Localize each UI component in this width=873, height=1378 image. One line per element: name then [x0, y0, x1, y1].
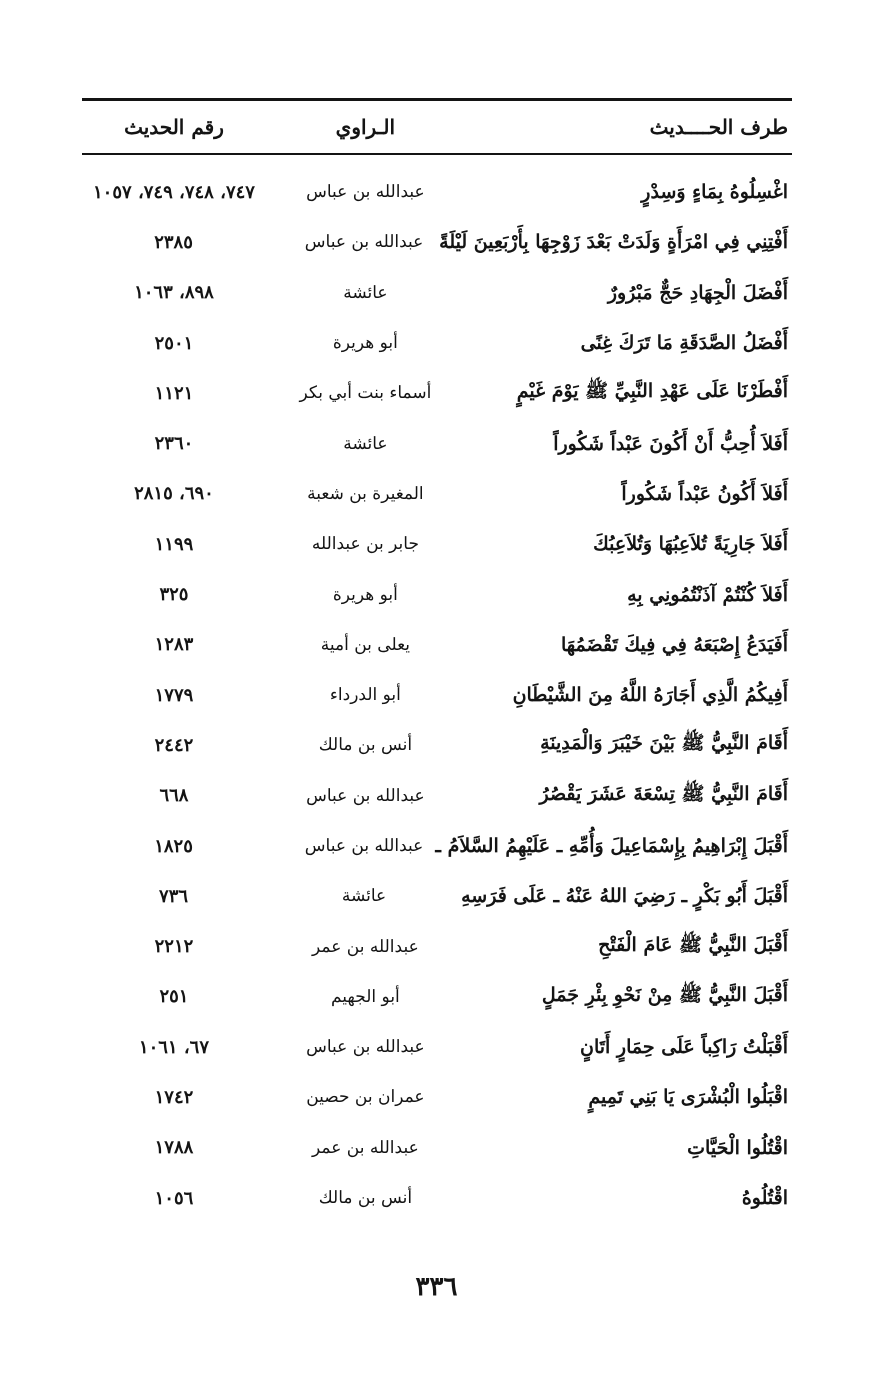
narrator-name: أبو هريرة [332, 584, 398, 605]
narrator-name: أنس بن مالك [318, 1188, 413, 1209]
narrator-name: أسماء بنت أبي بكر [299, 383, 432, 404]
hadith-text: أَفَلاَ أُحِبُّ أَنْ أَكُونَ عَبْداً شَكُوراً [553, 432, 788, 455]
narrator-name: عبدالله بن عباس [304, 836, 424, 856]
narrator-name: عبدالله بن عباس [306, 1037, 425, 1058]
narrator-name: عبدالله بن عباس [306, 182, 425, 203]
narrator-name: عمران بن حصين [306, 1087, 425, 1108]
hadith-text: أَقْبَلْتُ رَاكِباً عَلَى حِمَارٍ أَتَانٍ [580, 1036, 788, 1059]
table-row [82, 368, 792, 418]
hadith-number: ١٧٧٩ [154, 684, 194, 706]
table-row [82, 569, 792, 619]
narrator-name: عبدالله بن عباس [304, 232, 424, 253]
hadith-number: ٧٤٧، ٧٤٨، ٧٤٩، ١٠٥٧ [93, 181, 255, 203]
hadith-number: ١٠٥٦ [154, 1187, 194, 1209]
table-row [82, 821, 792, 871]
hadith-number: ٦٧، ١٠٦١ [138, 1036, 210, 1058]
hadith-text: أَفِيكُمُ الَّذِي أَجَارَهُ اللَّهُ مِنَ الشَّيْطَانِ [512, 684, 788, 707]
table-row [82, 519, 792, 569]
narrator-name: يعلى بن أمية [320, 634, 411, 655]
hadith-number: ١٨٢٥ [154, 835, 193, 857]
table-row [82, 620, 792, 670]
table-row [82, 1072, 792, 1122]
narrator-name: المغيرة بن شعبة [307, 483, 424, 504]
hadith-text: اقْبَلُوا الْبُشْرَى يَا بَنِي تَمِيمٍ [588, 1086, 788, 1109]
table-row [82, 670, 792, 720]
hadith-text: أَفَلاَ أَكُونُ عَبْداً شَكُوراً [621, 482, 788, 505]
hadith-number: ٦٦٨ [159, 785, 189, 807]
table-row [82, 771, 792, 821]
narrator-name: عبدالله بن عباس [306, 785, 425, 806]
table-row [82, 921, 792, 971]
narrator-name: عائشة [341, 886, 387, 907]
hadith-text: أَقْبَلَ إِبْرَاهِيمُ بِإِسْمَاعِيلَ وَأُمِّهِ ـ عَلَيْهِمُ السَّلاَمُ ـ [435, 835, 788, 857]
table-row [82, 1022, 792, 1072]
hadith-number: ٦٩٠، ٢٨١٥ [134, 483, 214, 505]
header-narrator: الـراوي [335, 115, 396, 139]
header-hadith: طرف الحــــديث [649, 115, 788, 139]
hadith-text: أَفْضَلُ الصَّدَقَةِ مَا تَرَكَ غِنًى [580, 332, 788, 355]
hadith-number: ١٧٤٢ [154, 1086, 194, 1108]
hadith-number: ٢٥٠١ [154, 332, 194, 354]
narrator-name: عبدالله بن عمر [312, 1137, 419, 1158]
hadith-number: ١١٩٩ [154, 533, 194, 555]
table-row [82, 720, 792, 770]
table-body [82, 155, 792, 1223]
hadith-number: ٣٢٥ [159, 584, 189, 606]
hadith-number: ٢٢١٢ [154, 936, 194, 958]
narrator-name: جابر بن عبدالله [311, 534, 419, 555]
hadith-number: ١٧٨٨ [154, 1137, 194, 1159]
hadith-number: ٢٣٦٠ [154, 433, 194, 455]
hadith-text: أَقْبَلَ النَّبِيُّ ﷺ مِنْ نَحْوِ بِئْرِ جَمَلٍ [541, 983, 788, 1006]
header-number: رقم الحديث [124, 115, 224, 139]
table-row [82, 1123, 792, 1173]
page-number: ٣٣٦ [415, 1272, 458, 1302]
hadith-text: اقْتُلُوهُ [741, 1187, 788, 1210]
table-row [82, 318, 792, 368]
table-row [82, 972, 792, 1022]
hadith-text: أَفَيَدَعُ إِصْبَعَهُ فِي فِيكَ تَقْضَمُهَا [560, 633, 788, 656]
table-row [82, 871, 792, 921]
hadith-number: ٢٥١ [159, 986, 189, 1008]
table-row [82, 217, 792, 267]
narrator-name: أبو الجهيم [330, 986, 400, 1007]
hadith-number: ٧٣٦ [159, 885, 189, 907]
hadith-number: ٨٩٨، ١٠٦٣ [134, 282, 214, 304]
table-header [82, 101, 792, 153]
hadith-text: أَفْطَرْنَا عَلَى عَهْدِ النَّبِيِّ ﷺ يَوْمَ غَيْمٍ [516, 380, 788, 403]
hadith-index-table [82, 98, 792, 1223]
hadith-text: اقْتُلُوا الْحَيَّاتِ [687, 1136, 788, 1159]
hadith-text: أَقْبَلَ النَّبِيُّ ﷺ عَامَ الْفَتْحِ [598, 933, 788, 956]
narrator-name: عائشة [343, 282, 388, 303]
hadith-text: أَفْضَلَ الْجِهَادِ حَجٌّ مَبْرُورٌ [607, 281, 788, 304]
table-row [82, 167, 792, 217]
hadith-text: أَقَامَ النَّبِيُّ ﷺ بَيْنَ خَيْبَرَ وَالْمَدِينَةِ [540, 732, 788, 755]
narrator-name: عبدالله بن عمر [312, 936, 419, 957]
table-row [82, 1173, 792, 1223]
hadith-number: ٢٤٤٢ [154, 734, 194, 756]
hadith-number: ٢٣٨٥ [154, 231, 193, 253]
hadith-text: أَقَامَ النَّبِيُّ ﷺ تِسْعَةَ عَشَرَ يَقْصُرُ [539, 782, 788, 805]
narrator-name: أنس بن مالك [318, 735, 413, 756]
hadith-text: أَفْتِنِي فِي امْرَأَةٍ وَلَدَتْ بَعْدَ زَوْجِهَا بِأَرْبَعِينَ لَيْلَةً [439, 231, 788, 254]
hadith-text: اغْسِلُوهُ بِمَاءٍ وَسِدْرٍ [641, 181, 788, 204]
hadith-text: أَقْبَلَ أَبُو بَكْرٍ ـ رَضِيَ اللهُ عَنْهُ ـ عَلَى فَرَسِهِ [461, 885, 788, 908]
hadith-number: ١١٢١ [154, 382, 194, 404]
narrator-name: أبو الدرداء [329, 685, 401, 706]
narrator-name: عائشة [343, 433, 388, 454]
table-row [82, 268, 792, 318]
table-row [82, 418, 792, 468]
hadith-number: ١٢٨٣ [154, 634, 194, 656]
table-row [82, 469, 792, 519]
hadith-text: أَفَلاَ كُنْتُمْ آذَنْتُمُونِي بِهِ [627, 583, 788, 606]
narrator-name: أبو هريرة [332, 333, 398, 354]
hadith-text: أَفَلاَ جَارِيَةً تُلاَعِبُهَا وَتُلاَعِبُكَ [593, 533, 788, 556]
